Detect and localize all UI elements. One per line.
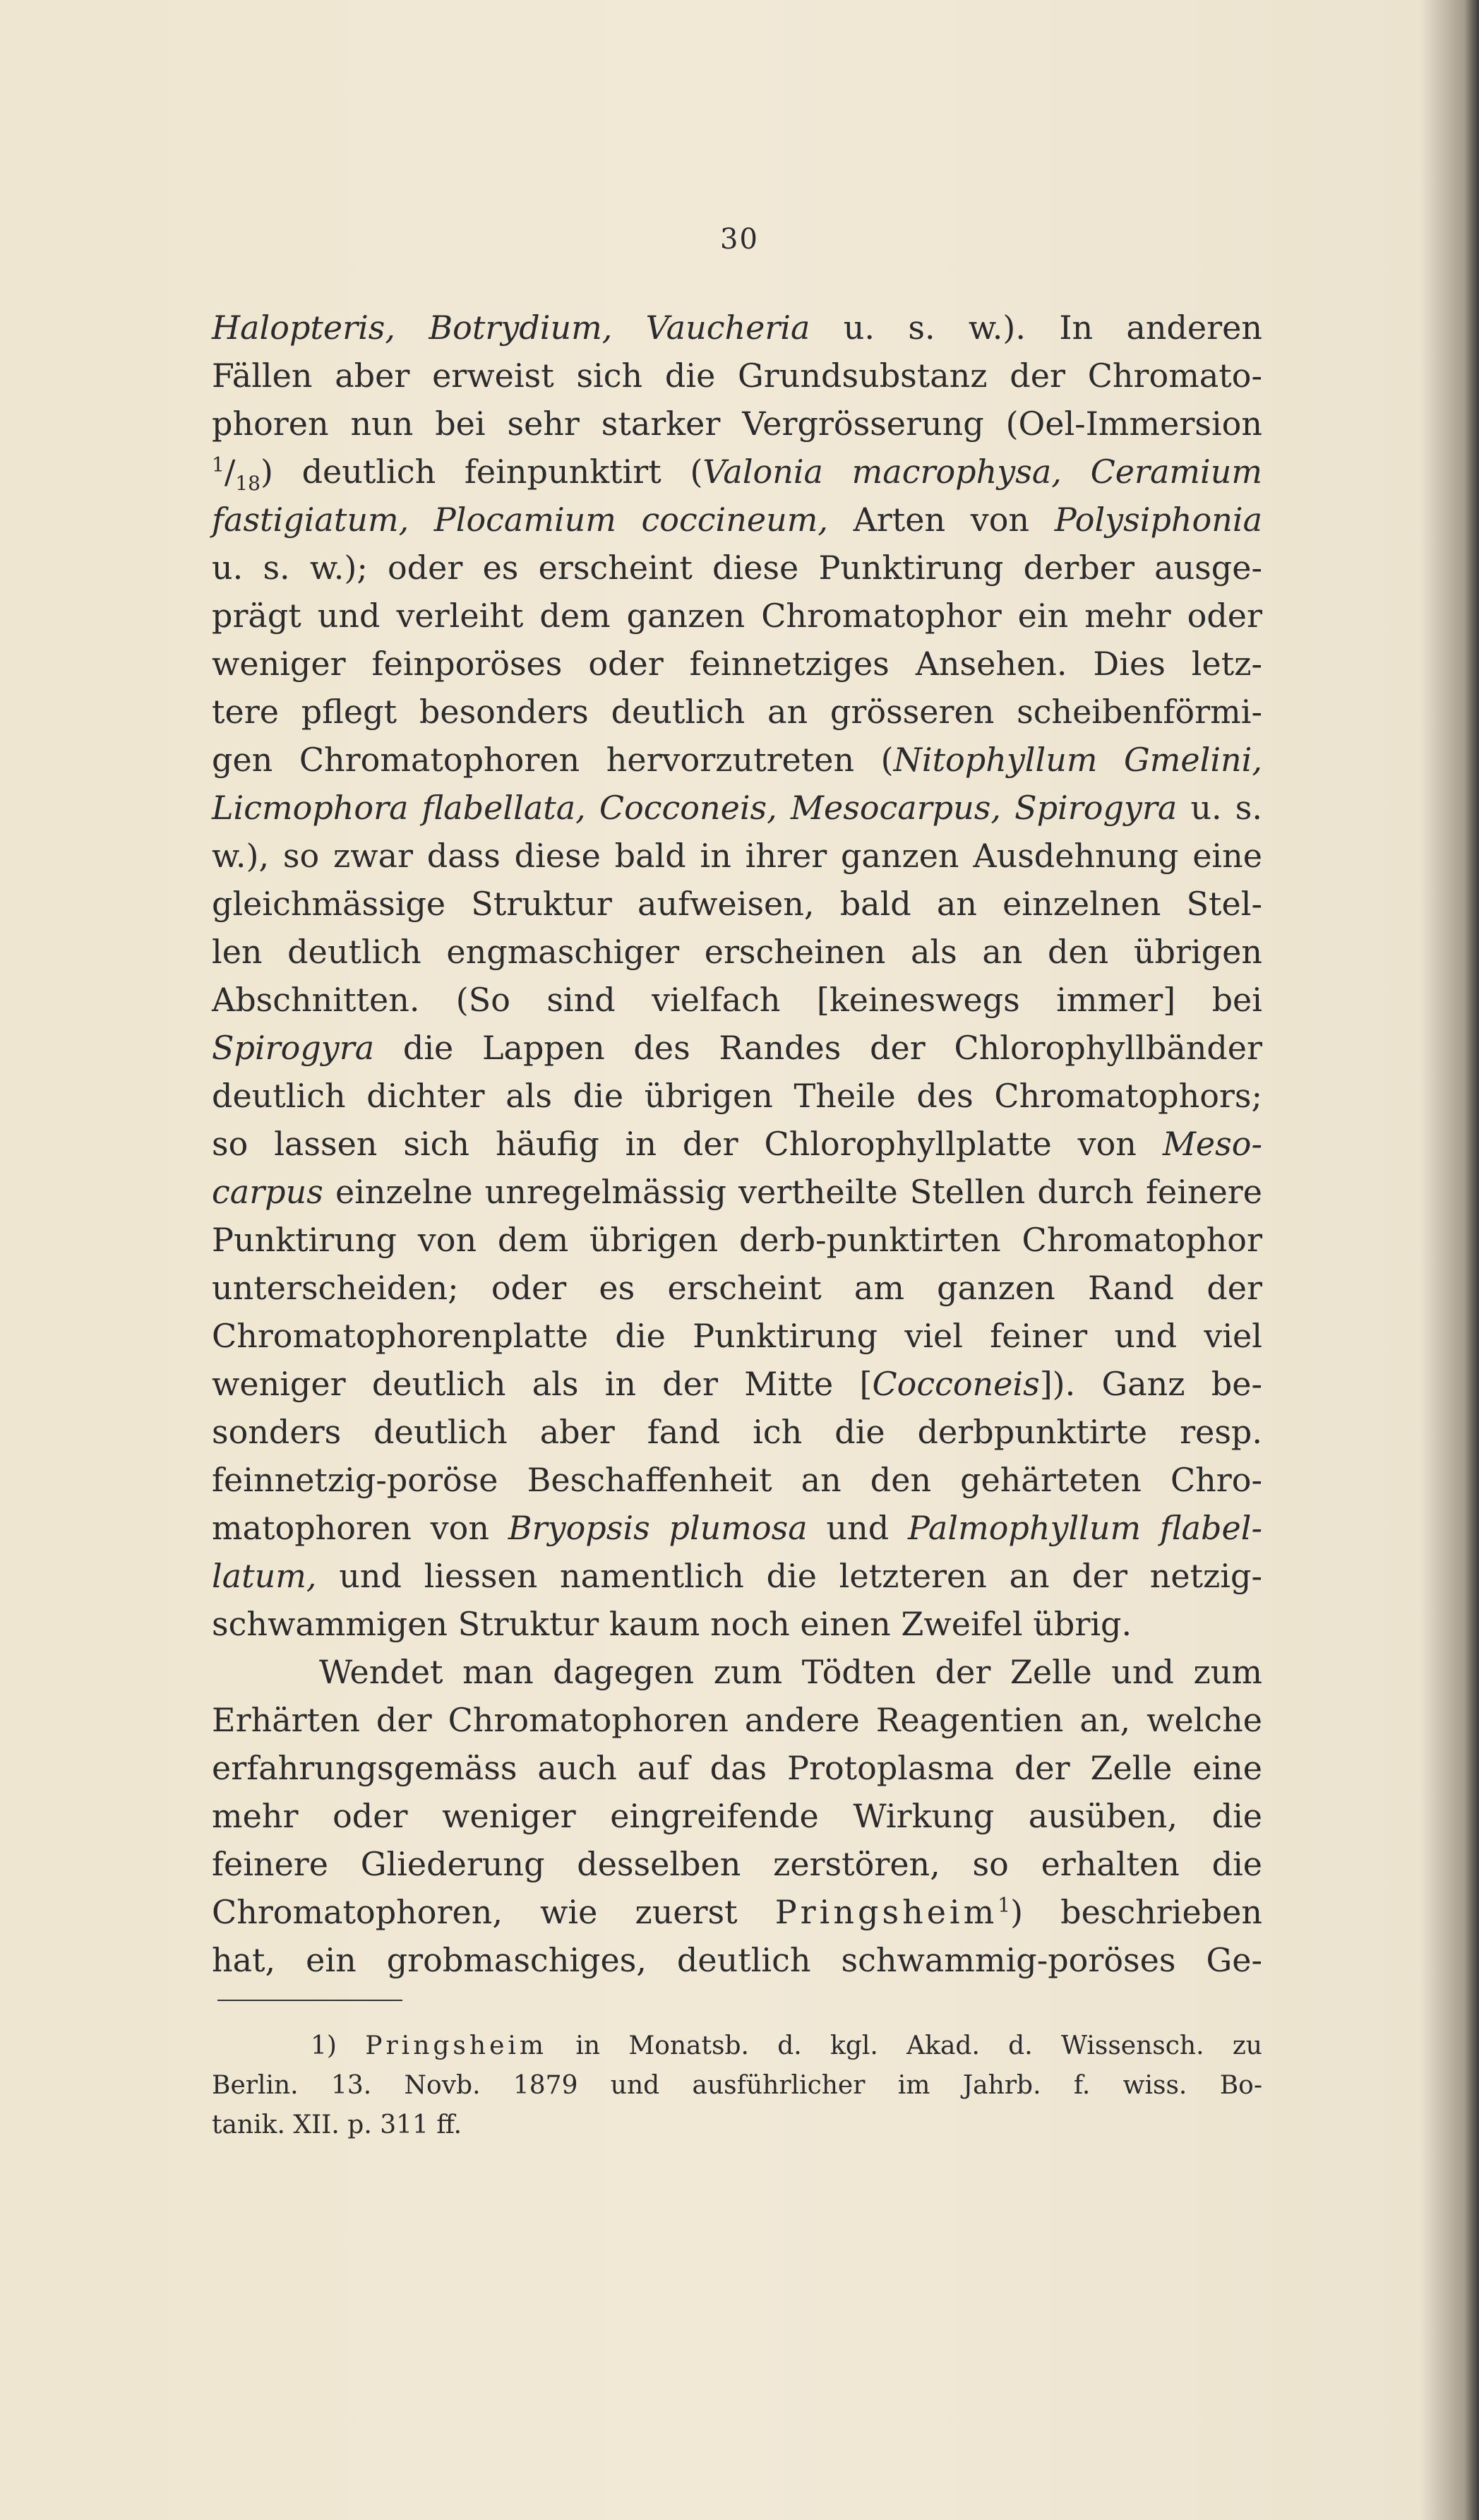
text-line: weniger feinporöses oder feinnetziges Ansehen. Dies letz- [212,645,1262,683]
text-line: deutlich dichter als die übrigen Theile des Chromatophors; [212,1077,1262,1115]
text-line: latum, und liessen namentlich die letzteren an der netzig- [212,1557,1262,1595]
text-line: Wendet man dagegen zum Tödten der Zelle und zum [319,1653,1262,1691]
text-line: tere pflegt besonders deutlich an grösseren scheibenförmi- [212,693,1262,731]
footnote-line: Berlin. 13. Novb. 1879 und ausführlicher im Jahrb. f. wiss. Bo- [212,2071,1262,2100]
text-line: unterscheiden; oder es erscheint am ganzen Rand der [212,1269,1262,1307]
footnote-line: 1) Pringsheim in Monatsb. d. kgl. Akad. d. Wissensch. zu [311,2031,1262,2060]
text-line: Fällen aber erweist sich die Grundsubstanz der Chromato- [212,357,1262,395]
text-line: fastigiatum, Plocamium coccineum, Arten von Polysiphonia [212,501,1263,539]
text-line: Licmophora flabellata, Cocconeis, Mesocarpus, Spirogyra u. s. [212,789,1262,827]
page-number: 30 [720,223,759,256]
text-line: feinere Gliederung desselben zerstören, so erhalten die [212,1845,1262,1883]
text-line: len deutlich engmaschiger erscheinen als an den übrigen [212,933,1262,971]
text-line: sonders deutlich aber fand ich die derbpunktirte resp. [212,1413,1262,1451]
text-line: Chromatophoren, wie zuerst Pringsheim$^1$) beschrieben [212,1893,1263,1931]
text-line: w.), so zwar dass diese bald in ihrer ganzen Ausdehnung eine [212,837,1262,875]
text-line: phoren nun bei sehr starker Vergrösserung (Oel-Immersion [212,405,1262,443]
text-line: weniger deutlich als in der Mitte [Cocconeis]). Ganz be- [212,1365,1262,1403]
text-line: hat, ein grobmaschiges, deutlich schwammig-poröses Ge- [212,1941,1262,1979]
text-line: Punktirung von dem übrigen derb-punktirten Chromatophor [212,1221,1262,1259]
text-line: erfahrungsgemäss auch auf das Protoplasma der Zelle eine [212,1749,1262,1787]
text-line: Spirogyra die Lappen des Randes der Chlorophyllbänder [212,1029,1262,1067]
text-line: prägt und verleiht dem ganzen Chromatophor ein mehr oder [212,597,1262,635]
text-line: u. s. w.); oder es erscheint diese Punktirung derber ausge- [212,549,1262,587]
footnote-divider [217,2000,402,2001]
body-text [212,304,1262,1984]
text-line: $^1/_{18}$) deutlich feinpunktirt (Valonia macrophysa, Ceramium [212,453,1262,496]
footnote-line: tanik. XII. p. 311 ff. [212,2110,462,2139]
text-line: gen Chromatophoren hervorzutreten (Nitophyllum Gmelini, [212,741,1262,779]
text-line: carpus einzelne unregelmässig vertheilte Stellen durch feinere [212,1173,1262,1211]
text-line: so lassen sich häufig in der Chlorophyllplatte von Meso- [212,1125,1262,1163]
footnotes [212,2026,1262,2145]
text-line: Chromatophorenplatte die Punktirung viel feiner und viel [212,1317,1262,1355]
text-line: matophoren von Bryopsis plumosa und Palmophyllum flabel- [212,1509,1262,1547]
text-line: Abschnitten. (So sind vielfach [keineswegs immer] bei [212,981,1262,1019]
text-line: Erhärten der Chromatophoren andere Reagentien an, welche [212,1701,1262,1739]
text-line: schwammigen Struktur kaum noch einen Zweifel übrig. [212,1605,1132,1643]
text-line: feinnetzig-poröse Beschaffenheit an den gehärteten Chro- [212,1461,1262,1499]
text-line: mehr oder weniger eingreifende Wirkung ausüben, die [212,1797,1262,1835]
text-line: gleichmässige Struktur aufweisen, bald an einzelnen Stel- [212,885,1262,923]
text-line: Halopteris, Botrydium, Vaucheria u. s. w.). In anderen [212,309,1262,347]
